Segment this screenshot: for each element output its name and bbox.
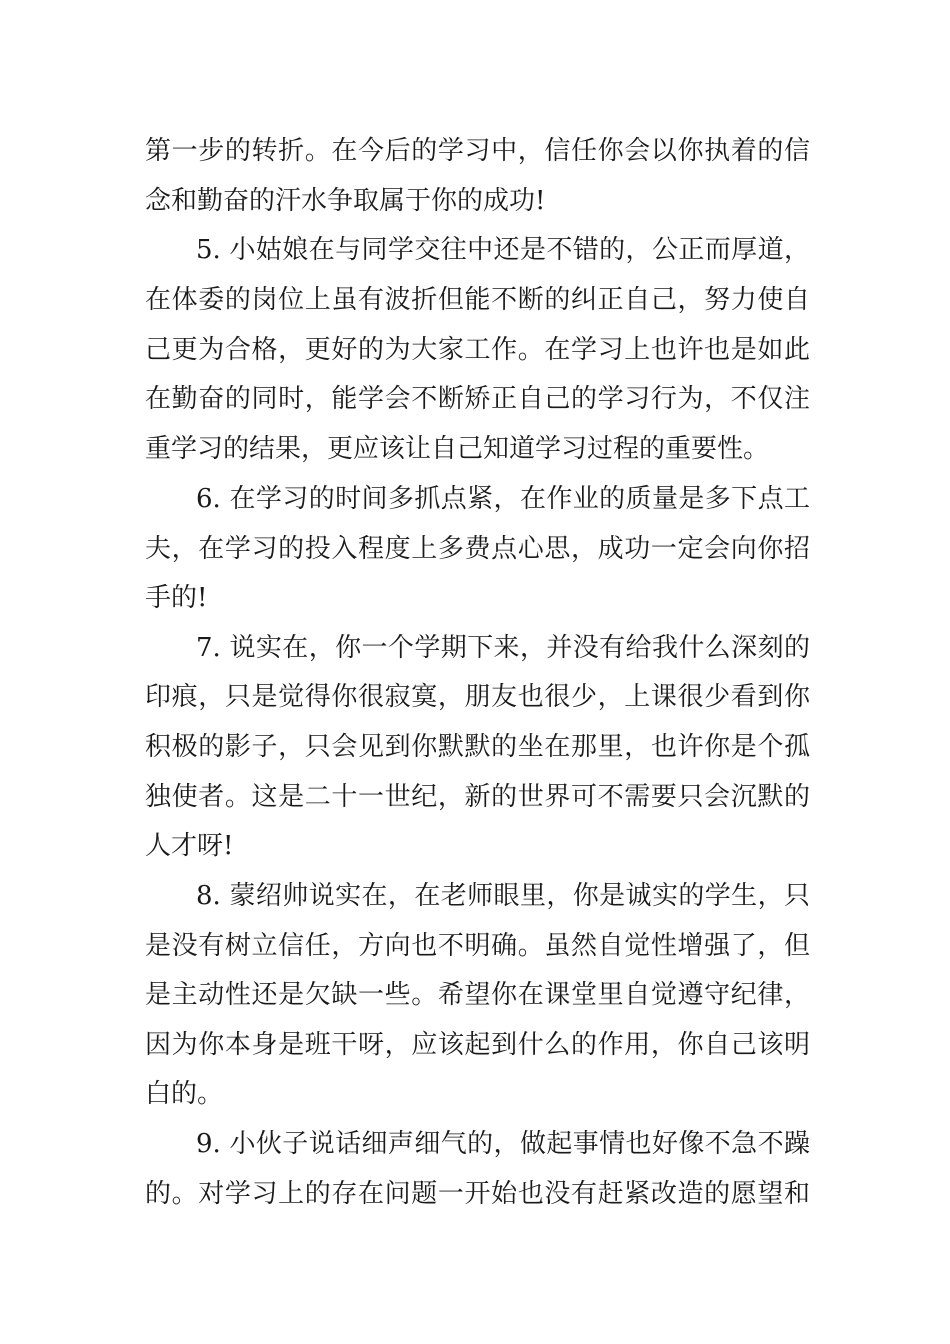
text-line: 重学习的结果，更应该让自己知道学习过程的重要性。 — [145, 434, 770, 464]
paragraph-8-start: 8. 蒙绍帅说实在，在老师眼里，你是诚实的学生，只 — [196, 881, 810, 911]
text-line: 第一步的转折。在今后的学习中，信任你会以你执着的信 — [145, 136, 810, 166]
text-line: 因为你本身是班干呀，应该起到什么的作用，你自己该明 — [145, 1030, 810, 1060]
text-line: 独使者。这是二十一世纪，新的世界可不需要只会沉默的 — [145, 782, 810, 812]
paragraph-7-start: 7. 说实在，你一个学期下来，并没有给我什么深刻的 — [196, 633, 810, 663]
paragraph-6-start: 6. 在学习的时间多抓点紧，在作业的质量是多下点工 — [196, 484, 810, 514]
text-line: 己更为合格，更好的为大家工作。在学习上也许也是如此 — [145, 335, 810, 365]
text-line: 在勤奋的同时，能学会不断矫正自己的学习行为，不仅注 — [145, 384, 810, 414]
paragraph-9-start: 9. 小伙子说话细声细气的，做起事情也好像不急不躁 — [196, 1129, 810, 1159]
text-line: 夫，在学习的投入程度上多费点心思，成功一定会向你招 — [145, 534, 810, 564]
text-line: 在体委的岗位上虽有波折但能不断的纠正自己，努力使自 — [145, 285, 810, 315]
text-line: 印痕，只是觉得你很寂寞，朋友也很少，上课很少看到你 — [145, 682, 810, 712]
text-line: 积极的影子，只会见到你默默的坐在那里，也许你是个孤 — [145, 732, 810, 762]
text-line: 人才呀! — [145, 831, 234, 861]
text-line: 白的。 — [145, 1079, 224, 1109]
text-line: 是没有树立信任，方向也不明确。虽然自觉性增强了，但 — [145, 931, 810, 961]
text-line: 念和勤奋的汗水争取属于你的成功! — [145, 186, 546, 216]
text-line: 的。对学习上的存在问题一开始也没有赶紧改造的愿望和 — [145, 1179, 810, 1209]
text-line: 是主动性还是欠缺一些。希望你在课堂里自觉遵守纪律， — [145, 980, 810, 1010]
text-line: 手的! — [145, 583, 208, 613]
paragraph-5-start: 5. 小姑娘在与同学交往中还是不错的，公正而厚道， — [196, 235, 810, 265]
